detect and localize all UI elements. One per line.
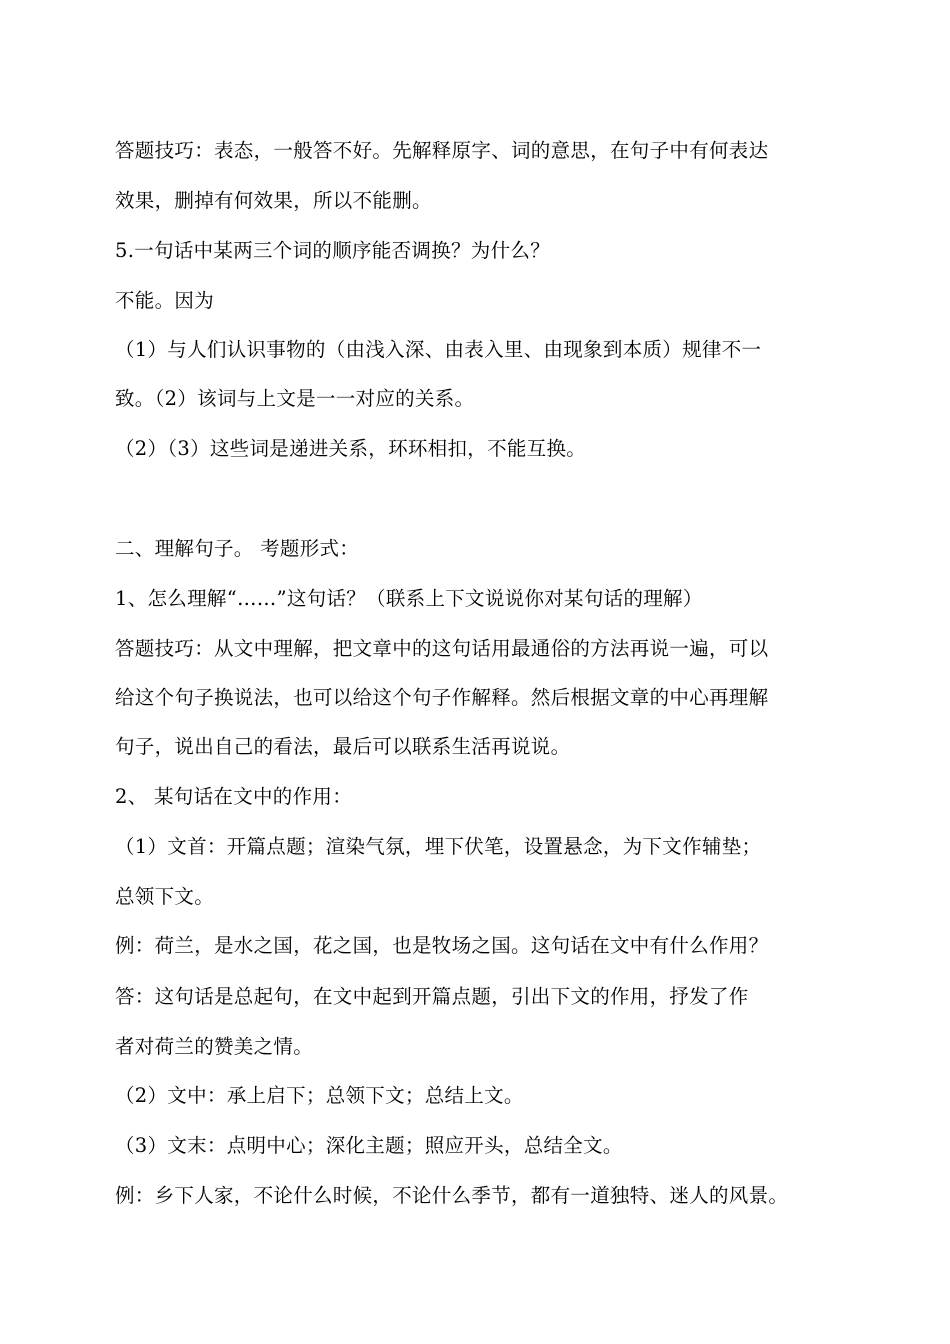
text-line: （2）文中：承上启下；总领下文；总结上文。 bbox=[115, 1084, 524, 1107]
text-line: 致。（2）该词与上文是一一对应的关系。 bbox=[115, 387, 475, 410]
answer-line: 答：这句话是总起句，在文中起到开篇点题，引出下文的作用，抒发了作 bbox=[115, 985, 749, 1008]
question-heading: 1、怎么理解“……”这句话？（联系上下文说说你对某句话的理解） bbox=[115, 587, 703, 610]
text-line: 给这个句子换说法，也可以给这个句子作解释。然后根据文章的中心再理解 bbox=[115, 686, 769, 709]
text-line: （3）文末：点明中心；深化主题；照应开头，总结全文。 bbox=[115, 1134, 623, 1157]
example-line: 例：乡下人家，不论什么时候，不论什么季节，都有一道独特、迷人的风景。 bbox=[115, 1184, 789, 1207]
text-line: 答题技巧：从文中理解，把文章中的这句话用最通俗的方法再说一遍，可以 bbox=[115, 637, 769, 660]
text-line: （2）（3）这些词是递进关系，环环相扣，不能互换。 bbox=[115, 437, 587, 460]
text-line: 句子，说出自己的看法，最后可以联系生活再说说。 bbox=[115, 735, 571, 758]
text-line: 答题技巧：表态，一般答不好。先解释原字、词的意思，在句子中有何表达 bbox=[115, 139, 769, 162]
text-line: （1）与人们认识事物的（由浅入深、由表入里、由现象到本质）规律不一 bbox=[115, 338, 762, 361]
example-line: 例：荷兰，是水之国，花之国，也是牧场之国。这句话在文中有什么作用？ bbox=[115, 934, 769, 957]
text-line: （1）文首：开篇点题；渲染气氛，埋下伏笔，设置悬念，为下文作辅垫； bbox=[115, 835, 762, 858]
question-heading: 2、 某句话在文中的作用： bbox=[115, 785, 353, 808]
text-line: 效果，删掉有何效果，所以不能删。 bbox=[115, 189, 432, 212]
text-line: 者对荷兰的赞美之情。 bbox=[115, 1035, 314, 1058]
section-heading: 二、理解句子。 考题形式： bbox=[115, 537, 360, 560]
text-line: 总领下文。 bbox=[115, 885, 215, 908]
question-heading: 5.一句话中某两三个词的顺序能否调换？为什么？ bbox=[115, 239, 551, 262]
text-line: 不能。因为 bbox=[115, 289, 215, 312]
